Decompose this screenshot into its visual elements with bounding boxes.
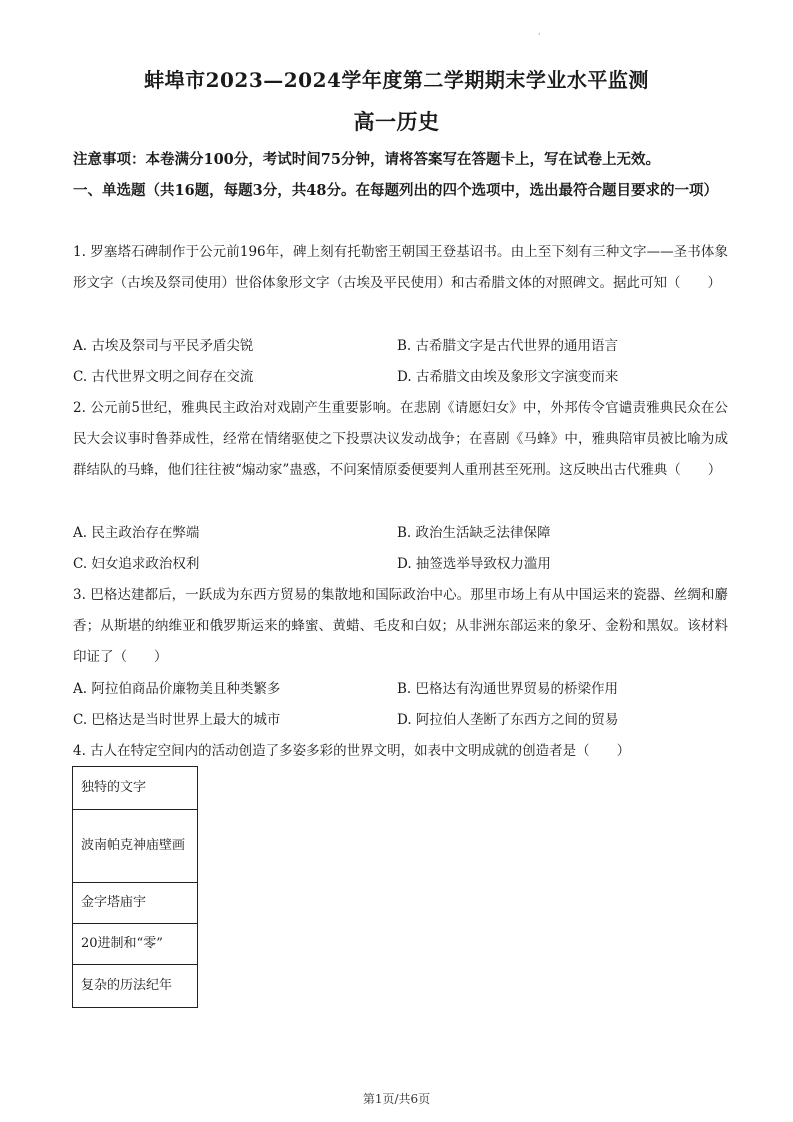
question-2-option-b: B. 政治生活缺乏法律保障 <box>397 525 551 541</box>
table-cell: 20进制和“零” <box>73 924 198 965</box>
table-cell: 复杂的历法纪年 <box>73 965 198 1008</box>
achievement-table <box>72 766 198 1008</box>
question-2-option-d: D. 抽签选举导致权力滥用 <box>397 556 551 572</box>
table-cell: 波南帕克神庙壁画 <box>73 810 198 883</box>
question-3-option-a: A. 阿拉伯商品价廉物美且种类繁多 <box>73 681 281 697</box>
question-2-stem: 2. 公元前5世纪，雅典民主政治对戏剧产生重要影响。在悲剧《请愿妇女》中，外邦传令官谴责雅典民众在公民大会议事时鲁莽成性，经常在情绪驱使之下投票决议发动战争；在喜剧《马蜂》中，雅典陪审员被比喻为成群结队的马蜂，他们往往被“煽动家”蛊惑，不问案情原委便要判人重刑甚至死刑。这反映出古代雅典（ ） <box>73 400 728 478</box>
table-cell: 金字塔庙宇 <box>73 883 198 924</box>
scan-dot: · <box>538 30 541 39</box>
question-3-option-b: B. 巴格达有沟通世界贸易的桥梁作用 <box>397 681 619 697</box>
question-4-stem: 4. 古人在特定空间内的活动创造了多姿多彩的世界文明，如表中文明成就的创造者是（ ） <box>73 743 631 759</box>
page-number: 第1页/共6页 <box>362 1092 431 1106</box>
table-cell: 独特的文字 <box>73 767 198 810</box>
notice-text: 注意事项：本卷满分100分，考试时间75分钟，请将答案写在答题卡上，写在试卷上无效。 <box>73 151 660 168</box>
table-row <box>73 965 198 1008</box>
question-2-option-a: A. 民主政治存在弊端 <box>73 525 200 541</box>
section-heading: 一、单选题（共16题，每题3分，共48分。在每题列出的四个选项中，选出最符合题目要求的一项） <box>73 182 718 199</box>
question-1-option-c: C. 古代世界文明之间存在交流 <box>73 369 254 385</box>
question-3-option-d: D. 阿拉伯人垄断了东西方之间的贸易 <box>397 712 619 728</box>
question-2-option-c: C. 妇女追求政治权利 <box>73 556 200 572</box>
question-1-stem: 1. 罗塞塔石碑制作于公元前196年，碑上刻有托勒密王朝国王登基诏书。由上至下刻有三种文字——圣书体象形文字（古埃及祭司使用）世俗体象形文字（古埃及平民使用）和古希腊文体的对照碑文。据此可知（ ） <box>73 244 728 291</box>
question-3-option-c: C. 巴格达是当时世界上最大的城市 <box>73 712 281 728</box>
exam-title: 蚌埠市2023—2024学年度第二学期期末学业水平监测 <box>144 68 649 92</box>
table-row <box>73 883 198 924</box>
subject-title: 高一历史 <box>353 109 440 134</box>
question-1-option-d: D. 古希腊文由埃及象形文字演变而来 <box>397 369 619 385</box>
table-row <box>73 810 198 883</box>
question-1-option-b: B. 古希腊文字是古代世界的通用语言 <box>397 338 619 354</box>
table-row <box>73 924 198 965</box>
table-row <box>73 767 198 810</box>
question-1-option-a: A. 古埃及祭司与平民矛盾尖锐 <box>73 338 254 354</box>
question-3-stem: 3. 巴格达建都后，一跃成为东西方贸易的集散地和国际政治中心。那里市场上有从中国运来的瓷器、丝绸和麝香；从斯堪的纳维亚和俄罗斯运来的蜂蜜、黄蜡、毛皮和白奴；从非洲东部运来的象牙、金粉和黑奴。该材料印证了（ ） <box>73 587 728 665</box>
